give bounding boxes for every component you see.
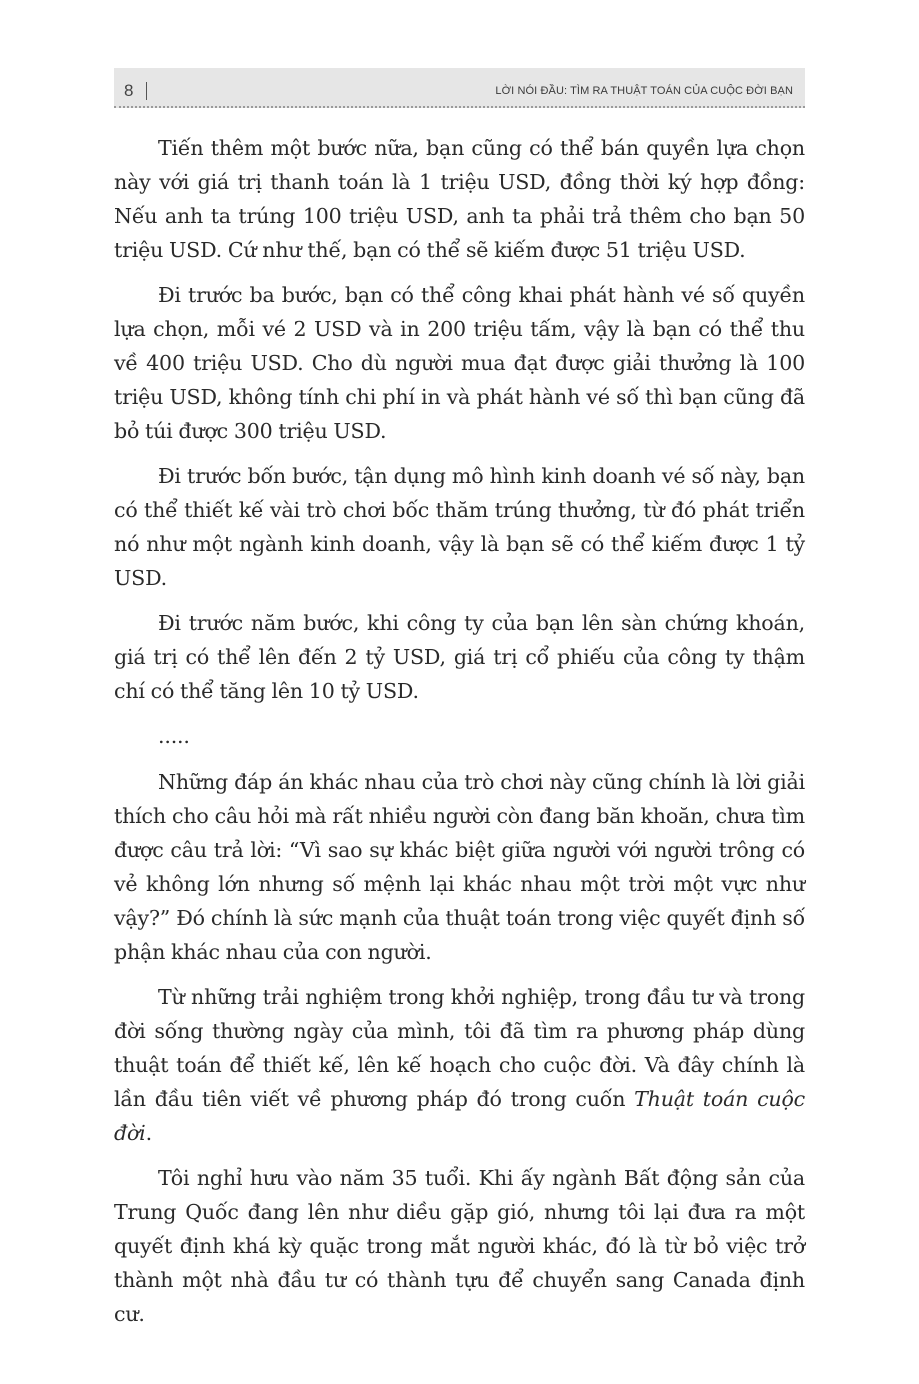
header-divider (146, 82, 147, 100)
page-number: 8 (124, 81, 134, 100)
paragraph-3: Đi trước bốn bước, tận dụng mô hình kinh doanh vé số này, bạn có thể thiết kế vài trò chơi bốc thăm trúng thưởng, từ đó phát triển nó như một ngành kinh doanh, vậy là bạn sẽ có thể kiếm được 1 tỷ USD. (114, 464, 805, 590)
paragraph-1: Tiến thêm một bước nữa, bạn cũng có thể bán quyền lựa chọn này với giá trị thanh toán là 1 triệu USD, đồng thời ký hợp đồng: Nếu anh ta trúng 100 triệu USD, anh ta phải trả thêm cho bạn 50 triệu USD. Cứ như thế, bạn có thể sẽ kiếm được 51 triệu USD. (114, 136, 805, 262)
paragraph-2: Đi trước ba bước, bạn có thể công khai phát hành vé số quyền lựa chọn, mỗi vé 2 USD và in 200 triệu tấm, vậy là bạn có thể thu về 400 triệu USD. Cho dù người mua đạt được giải thưởng là 100 triệu USD, không tính chi phí in và phát hành vé số thì bạn cũng đã bỏ túi được 300 triệu USD. (114, 283, 805, 443)
running-header (114, 68, 805, 108)
chapter-title: LỜI NÓI ĐẦU: TÌM RA THUẬT TOÁN CỦA CUỘC ĐỜI BẠN (495, 85, 793, 97)
paragraph-6-end: . (145, 1121, 152, 1145)
ellipsis: ..... (158, 724, 190, 748)
paragraph-4: Đi trước năm bước, khi công ty của bạn lên sàn chứng khoán, giá trị có thể lên đến 2 tỷ USD, giá trị cổ phiếu của công ty thậm chí có thể tăng lên 10 tỷ USD. (114, 611, 805, 703)
body-text (114, 131, 805, 1331)
book-title: Thuật toán cuộc đời (114, 1087, 805, 1145)
paragraph-5: Những đáp án khác nhau của trò chơi này cũng chính là lời giải thích cho câu hỏi mà rất nhiều người còn đang băn khoăn, chưa tìm được câu trả lời: “Vì sao sự khác biệt giữa người với người trông có vẻ không lớn nhưng số mệnh lại khác nhau một trời một vực như vậy?” Đó chính là sức mạnh của thuật toán trong việc quyết định số phận khác nhau của con người. (114, 770, 805, 964)
paragraph-7: Tôi nghỉ hưu vào năm 35 tuổi. Khi ấy ngành Bất động sản của Trung Quốc đang lên như diều gặp gió, nhưng tôi lại đưa ra một quyết định khá kỳ quặc trong mắt người khác, đó là từ bỏ việc trở thành một nhà đầu tư có thành tựu để chuyển sang Canada định cư. (114, 1166, 805, 1326)
paragraph-6-text: Từ những trải nghiệm trong khởi nghiệp, trong đầu tư và trong đời sống thường ngày của mình, tôi đã tìm ra phương pháp dùng thuật toán để thiết kế, lên kế hoạch cho cuộc đời. Và đây chính là lần đầu tiên viết về phương pháp đó trong cuốn (114, 985, 805, 1111)
paragraph-6 (114, 980, 805, 1150)
